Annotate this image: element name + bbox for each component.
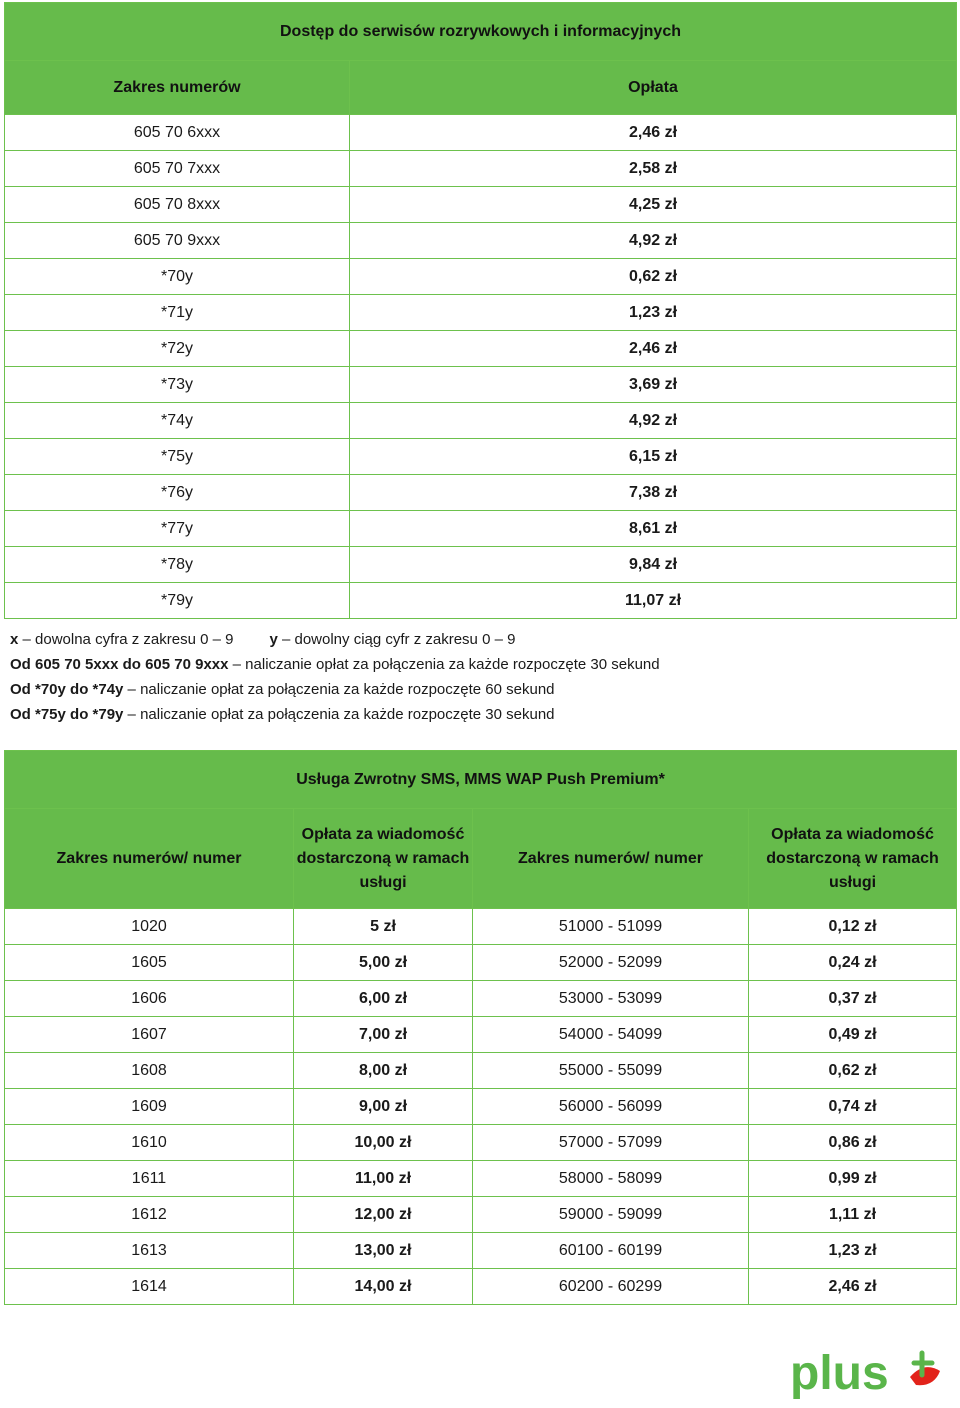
table-cell: 0,24 zł [749,945,957,981]
note-3 [10,702,660,727]
table-cell: 4,92 zł [350,403,957,439]
table-cell: 0,86 zł [749,1125,957,1161]
table-row [5,583,957,619]
table-row [5,1197,957,1233]
table-row [5,259,957,295]
table-cell: 8,61 zł [350,511,957,547]
table-cell: 0,99 zł [749,1161,957,1197]
table-cell: 6,15 zł [350,439,957,475]
table-cell: 605 70 6xxx [5,115,350,151]
table-cell: 605 70 8xxx [5,187,350,223]
table-cell: 7,00 zł [294,1017,473,1053]
header-message-fee-1: Opłata za wiadomość dostarczoną w ramach usługi [294,809,473,909]
table-cell: *71y [5,295,350,331]
table-cell: 1606 [5,981,294,1017]
table-row [5,331,957,367]
note-1 [10,652,660,677]
table-cell: 11,00 zł [294,1161,473,1197]
table-cell: 1,11 zł [749,1197,957,1233]
header-number-range: Zakres numerów [5,61,350,115]
note-2 [10,677,660,702]
table-cell: 1607 [5,1017,294,1053]
table-cell: *74y [5,403,350,439]
services-table [4,2,957,619]
table-cell: 60200 - 60299 [473,1269,749,1305]
table-cell: 1605 [5,945,294,981]
table-cell: 11,07 zł [350,583,957,619]
table-cell: 12,00 zł [294,1197,473,1233]
table-row [5,403,957,439]
header-number-range-2: Zakres numerów/ numer [473,809,749,909]
plus-logo-icon [790,1345,950,1405]
table-cell: 2,46 zł [350,115,957,151]
header-message-fee-2: Opłata za wiadomość dostarczoną w ramach usługi [749,809,957,909]
table-cell: 1608 [5,1053,294,1089]
table-cell: *78y [5,547,350,583]
table-cell: 9,84 zł [350,547,957,583]
table-cell: 7,38 zł [350,475,957,511]
table-cell: 1020 [5,909,294,945]
table-cell: 2,46 zł [350,331,957,367]
table-row [5,1125,957,1161]
table-cell: 1611 [5,1161,294,1197]
table-cell: *77y [5,511,350,547]
premium-sms-table-title: Usługa Zwrotny SMS, MMS WAP Push Premium* [5,751,957,809]
table-cell: *73y [5,367,350,403]
table-cell: *79y [5,583,350,619]
note-x-key: x [10,631,19,648]
note-2-text: – naliczanie opłat za połączenia za każde rozpoczęte 60 sekund [123,681,555,698]
table-cell: 1610 [5,1125,294,1161]
table-cell: 605 70 7xxx [5,151,350,187]
table-row [5,475,957,511]
note-y-text: – dowolny ciąg cyfr z zakresu 0 – 9 [277,631,516,648]
table-cell: 58000 - 58099 [473,1161,749,1197]
table-row [5,1053,957,1089]
table-cell: 1614 [5,1269,294,1305]
table-cell: 0,49 zł [749,1017,957,1053]
note-1-text: – naliczanie opłat za połączenia za każde rozpoczęte 30 sekund [228,656,660,673]
header-number-range-1: Zakres numerów/ numer [5,809,294,909]
table-cell: 0,62 zł [350,259,957,295]
table-cell: 51000 - 51099 [473,909,749,945]
table-cell: 9,00 zł [294,1089,473,1125]
table-row [5,909,957,945]
table-cell: 1,23 zł [350,295,957,331]
table-cell: 5 zł [294,909,473,945]
logo-text: plus [790,1347,889,1400]
table-cell: 0,37 zł [749,981,957,1017]
table-cell: 1609 [5,1089,294,1125]
table-cell: 56000 - 56099 [473,1089,749,1125]
table-cell: *76y [5,475,350,511]
premium-sms-table-body [5,909,957,1305]
table-cell: 53000 - 53099 [473,981,749,1017]
table-row [5,1161,957,1197]
table-cell: 4,25 zł [350,187,957,223]
table-cell: 57000 - 57099 [473,1125,749,1161]
note-3-bold: Od *75y do *79y [10,706,124,723]
table-row [5,187,957,223]
table-row [5,295,957,331]
table-cell: 52000 - 52099 [473,945,749,981]
table-row [5,439,957,475]
note-legend [10,627,660,652]
table-cell: 55000 - 55099 [473,1053,749,1089]
table-cell: 4,92 zł [350,223,957,259]
table-row [5,511,957,547]
table-cell: 1,23 zł [749,1233,957,1269]
table-cell: 6,00 zł [294,981,473,1017]
note-y-key: y [269,631,278,648]
table-cell: 0,74 zł [749,1089,957,1125]
note-3-text: – naliczanie opłat za połączenia za każde rozpoczęte 30 sekund [123,706,555,723]
table-cell: 605 70 9xxx [5,223,350,259]
note-2-bold: Od *70y do *74y [10,681,124,698]
table-cell: 3,69 zł [350,367,957,403]
table-cell: 60100 - 60199 [473,1233,749,1269]
table-cell: 1613 [5,1233,294,1269]
table-row [5,547,957,583]
table-row [5,1233,957,1269]
table-cell: 0,12 zł [749,909,957,945]
table-row [5,1017,957,1053]
table-row [5,223,957,259]
table-row [5,1269,957,1305]
table-cell: 5,00 zł [294,945,473,981]
table-row [5,367,957,403]
table-row [5,1089,957,1125]
notes [10,627,660,727]
table-row [5,945,957,981]
note-1-bold: Od 605 70 5xxx do 605 70 9xxx [10,656,229,673]
services-table-title: Dostęp do serwisów rozrywkowych i informacyjnych [5,3,957,61]
table-cell: 10,00 zł [294,1125,473,1161]
logo-red-swoosh [910,1367,940,1385]
table-row [5,115,957,151]
table-cell: 2,58 zł [350,151,957,187]
table-cell: 13,00 zł [294,1233,473,1269]
header-fee: Opłata [350,61,957,115]
table-cell: 14,00 zł [294,1269,473,1305]
table-cell: 8,00 zł [294,1053,473,1089]
table-cell: *70y [5,259,350,295]
services-table-body [5,115,957,619]
table-cell: 0,62 zł [749,1053,957,1089]
premium-sms-table [4,750,957,1305]
table-cell: 54000 - 54099 [473,1017,749,1053]
table-cell: 1612 [5,1197,294,1233]
table-cell: *75y [5,439,350,475]
table-cell: *72y [5,331,350,367]
table-row [5,981,957,1017]
table-row [5,151,957,187]
table-cell: 59000 - 59099 [473,1197,749,1233]
note-x-text: – dowolna cyfra z zakresu 0 – 9 [18,631,234,648]
table-cell: 2,46 zł [749,1269,957,1305]
